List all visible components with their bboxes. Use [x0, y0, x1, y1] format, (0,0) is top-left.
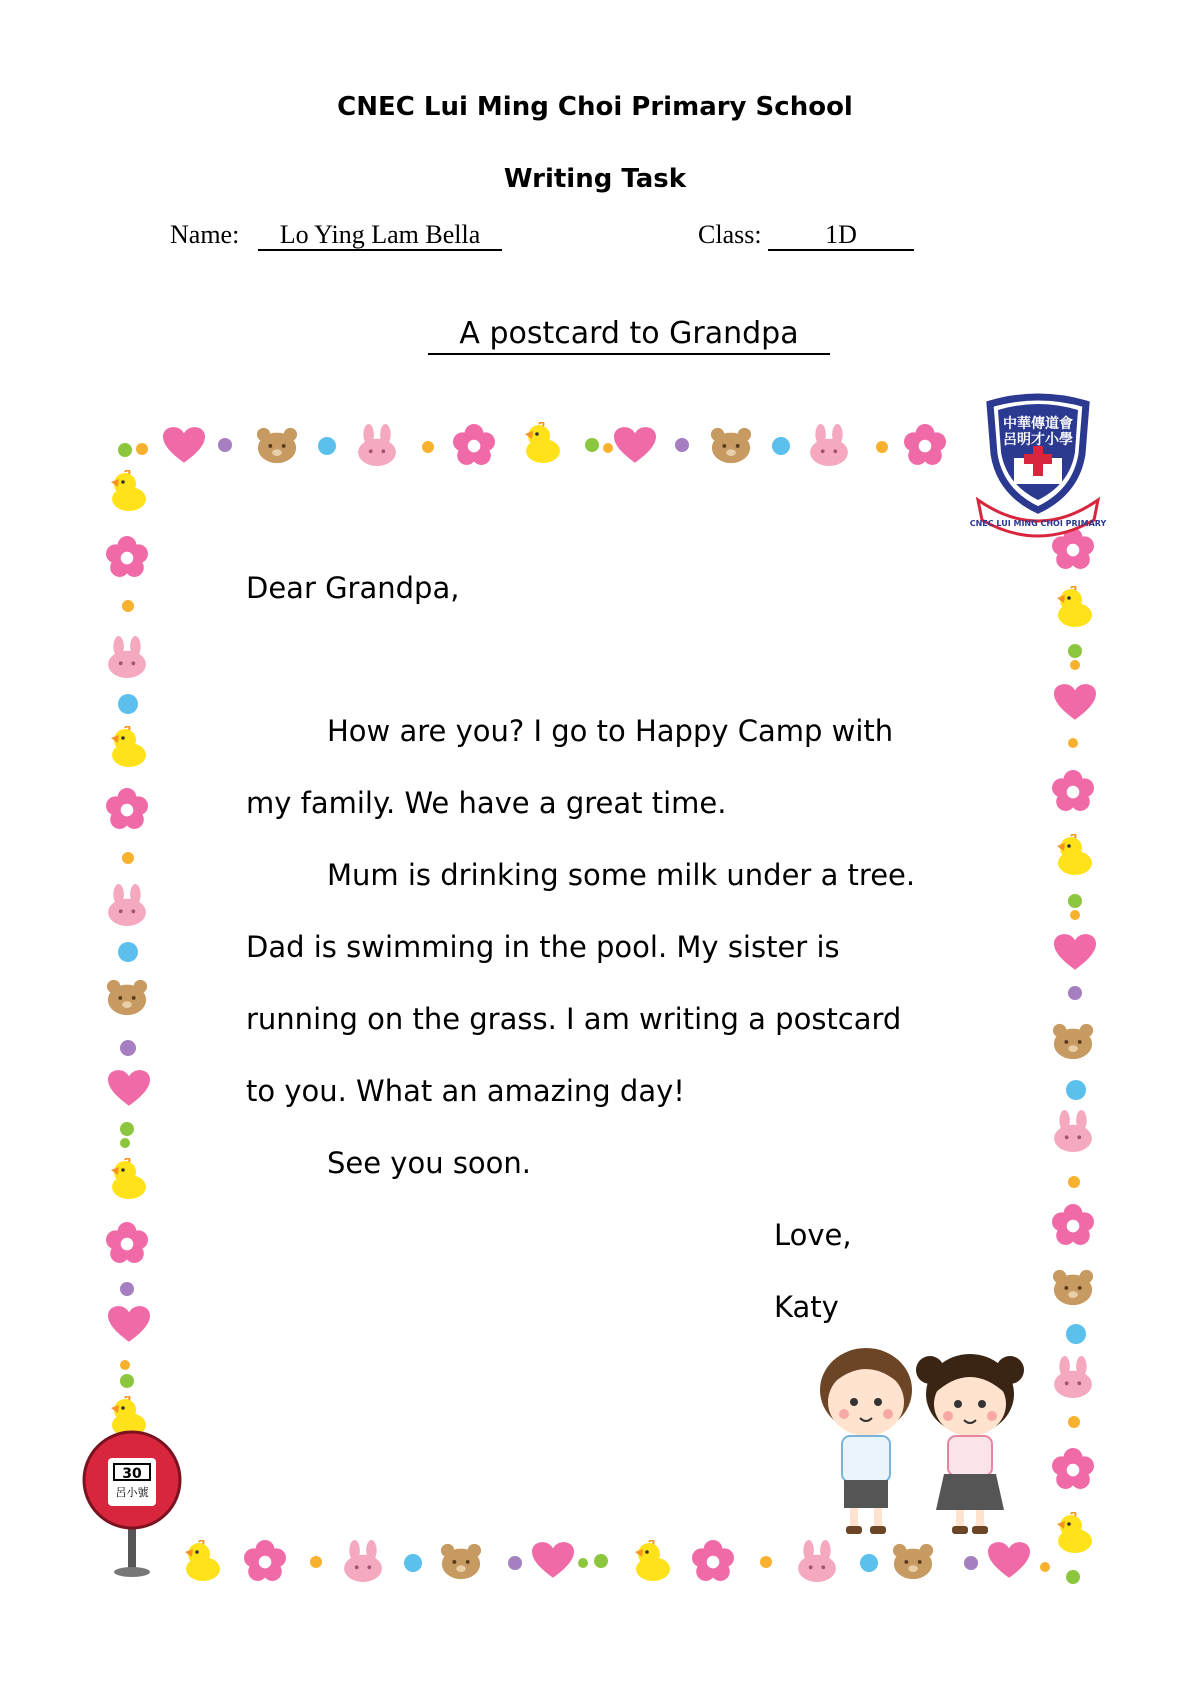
border-duck-icon: [106, 726, 148, 772]
border-heart-icon: [614, 425, 656, 471]
logo-chinese-line1: 中華傳道會: [1003, 416, 1073, 432]
children-illustration: [800, 1340, 1030, 1540]
border-dot: [1070, 910, 1080, 920]
border-dot: [1068, 644, 1082, 658]
border-dot: [1066, 1570, 1080, 1584]
border-duck-icon: [106, 470, 148, 516]
border-duck-icon: [1052, 586, 1094, 632]
border-bunny-icon: [1052, 1110, 1094, 1156]
letter-line: my family. We have a great time.: [246, 786, 727, 820]
border-dot: [118, 694, 138, 714]
border-bear-icon: [892, 1540, 934, 1586]
border-flower-icon: [1052, 1204, 1094, 1250]
school-logo: [969, 392, 1107, 542]
border-dot: [122, 600, 134, 612]
bus-route-number: 30: [122, 1466, 142, 1482]
class-field: 1D: [768, 220, 914, 251]
school-name: CNEC Lui Ming Choi Primary School: [337, 92, 853, 122]
border-dot: [122, 852, 134, 864]
border-dot: [1040, 1562, 1050, 1572]
border-flower-icon: [453, 424, 495, 470]
border-dot: [1068, 986, 1082, 1000]
border-bunny-icon: [356, 424, 398, 470]
border-flower-icon: [106, 536, 148, 582]
greeting: Dear Grandpa,: [246, 571, 460, 605]
letter-line: running on the grass. I am writing a postcard: [246, 1002, 902, 1036]
border-heart-icon: [532, 1540, 574, 1586]
border-dot: [1066, 1324, 1086, 1344]
letter-line: Mum is drinking some milk under a tree.: [327, 858, 916, 892]
border-dot: [1068, 1176, 1080, 1188]
signature: Katy: [774, 1290, 839, 1324]
name-field: Lo Ying Lam Bella: [258, 220, 502, 251]
letter-line: See you soon.: [327, 1146, 532, 1180]
border-dot: [1070, 660, 1080, 670]
border-dot: [585, 438, 599, 452]
border-dot: [318, 437, 336, 455]
border-bunny-icon: [106, 884, 148, 930]
task-title: Writing Task: [503, 164, 687, 194]
border-dot: [120, 1122, 134, 1136]
letter-line: How are you? I go to Happy Camp with: [327, 714, 894, 748]
border-duck-icon: [180, 1540, 222, 1586]
border-dot: [118, 942, 138, 962]
border-dot: [136, 443, 148, 455]
border-dot: [1068, 1416, 1080, 1428]
border-dot: [404, 1554, 422, 1572]
border-dot: [860, 1554, 878, 1572]
border-duck-icon: [630, 1540, 672, 1586]
border-dot: [120, 1040, 136, 1056]
border-bunny-icon: [1052, 1356, 1094, 1402]
border-heart-icon: [163, 425, 205, 471]
border-dot: [120, 1374, 134, 1388]
border-flower-icon: [904, 424, 946, 470]
border-bunny-icon: [342, 1540, 384, 1586]
border-flower-icon: [1052, 1448, 1094, 1494]
writing-title: A postcard to Grandpa: [428, 316, 830, 355]
border-heart-icon: [1054, 682, 1096, 728]
border-bear-icon: [710, 424, 752, 470]
border-dot: [675, 438, 689, 452]
logo-english-text: CNEC LUI MING CHOI PRIMARY: [969, 519, 1107, 528]
border-dot: [1068, 738, 1078, 748]
border-dot: [508, 1556, 522, 1570]
border-dot: [422, 441, 434, 453]
border-heart-icon: [108, 1304, 150, 1350]
border-dot: [120, 1282, 134, 1296]
letter-line: to you. What an amazing day!: [246, 1074, 685, 1108]
border-bear-icon: [1052, 1020, 1094, 1066]
border-dot: [603, 443, 613, 453]
name-label: Name:: [170, 220, 240, 249]
closing: Love,: [774, 1218, 852, 1252]
border-duck-icon: [1052, 1512, 1094, 1558]
border-heart-icon: [988, 1540, 1030, 1586]
border-duck-icon: [106, 1158, 148, 1204]
border-duck-icon: [1052, 834, 1094, 880]
border-dot: [118, 443, 132, 457]
border-bunny-icon: [808, 424, 850, 470]
border-dot: [760, 1556, 772, 1568]
border-dot: [876, 441, 888, 453]
border-dot: [578, 1558, 588, 1568]
border-dot: [964, 1556, 978, 1570]
border-bear-icon: [106, 976, 148, 1022]
border-bunny-icon: [106, 636, 148, 682]
border-bear-icon: [440, 1540, 482, 1586]
border-dot: [310, 1556, 322, 1568]
border-bunny-icon: [796, 1540, 838, 1586]
border-bear-icon: [256, 424, 298, 470]
border-dot: [1066, 1080, 1086, 1100]
border-flower-icon: [106, 1222, 148, 1268]
border-bear-icon: [1052, 1266, 1094, 1312]
border-heart-icon: [108, 1068, 150, 1114]
border-flower-icon: [1052, 770, 1094, 816]
border-flower-icon: [692, 1540, 734, 1586]
border-dot: [120, 1360, 130, 1370]
border-dot: [594, 1554, 608, 1568]
border-dot: [1068, 894, 1082, 908]
bus-stop-sign: [82, 1430, 182, 1580]
border-flower-icon: [244, 1540, 286, 1586]
border-heart-icon: [1054, 932, 1096, 978]
border-dot: [218, 438, 232, 452]
border-duck-icon: [520, 422, 562, 468]
class-label: Class:: [698, 220, 762, 249]
border-dot: [772, 437, 790, 455]
border-dot: [120, 1138, 130, 1148]
border-flower-icon: [106, 788, 148, 834]
logo-chinese-line2: 呂明才小學: [1003, 432, 1073, 448]
bus-stop-text: 呂小號: [115, 1486, 149, 1499]
letter-line: Dad is swimming in the pool. My sister is: [246, 930, 840, 964]
